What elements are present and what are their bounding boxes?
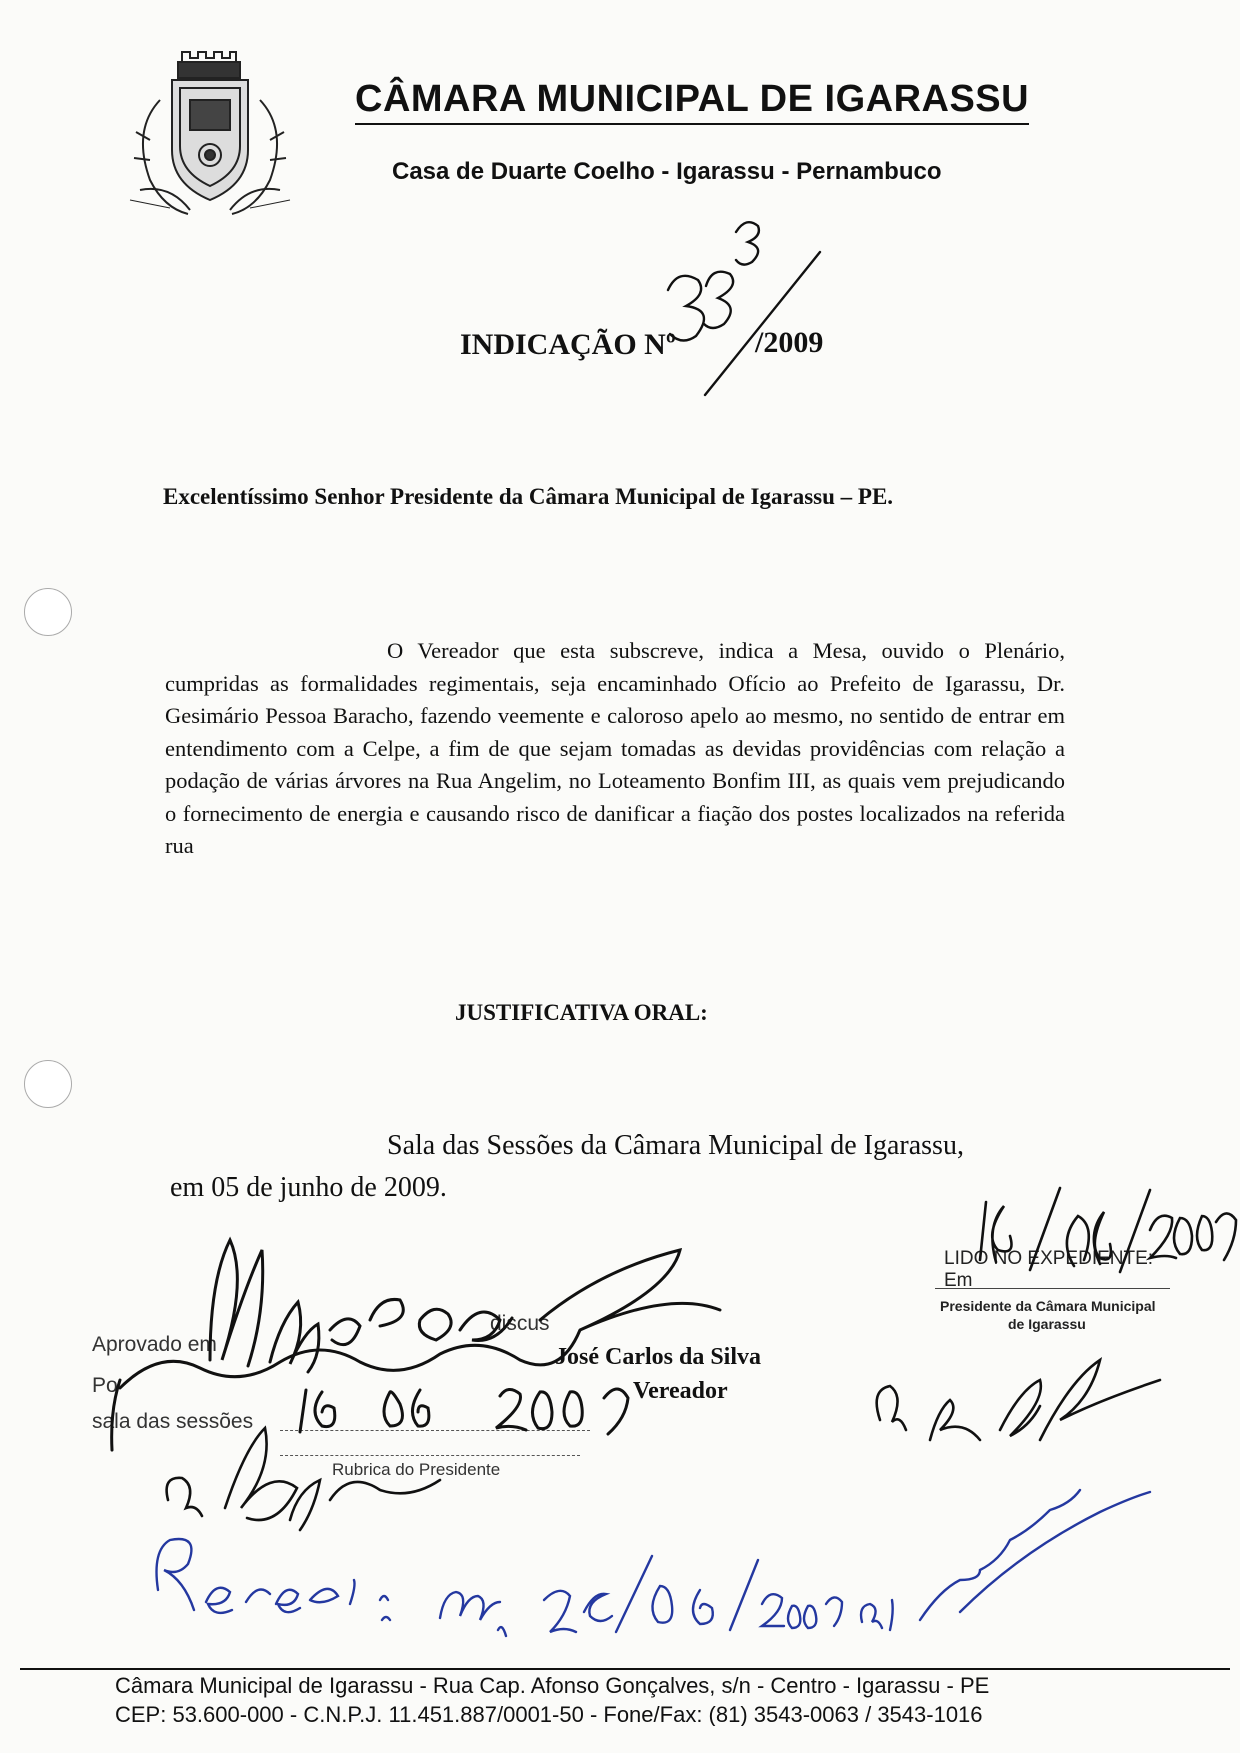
handwritten-stamp-date [300, 1389, 628, 1434]
footer-contact: CEP: 53.600-000 - C.N.P.J. 11.451.887/0001-50 - Fone/Fax: (81) 3543-0063 / 3543-1016 [115, 1702, 983, 1726]
signer-name: José Carlos da Silva [555, 1344, 762, 1370]
lido-em: Em [944, 1270, 973, 1291]
stamp-signature-caption: Rubrica do Presidente [332, 1460, 501, 1479]
justification-heading: JUSTIFICATIVA ORAL: [455, 1000, 708, 1025]
salutation: Excelentíssimo Senhor Presidente da Câmara Municipal de Igarassu – PE. [163, 484, 894, 509]
stamp-sessions-label: sala das sessões [92, 1410, 254, 1433]
signer-role: Vereador [633, 1378, 728, 1404]
punch-hole-lower [24, 1060, 72, 1108]
handwritten-lido-signature [877, 1360, 1160, 1440]
lido-title: LIDO NO EXPEDIENTE: [944, 1248, 1154, 1269]
lido-line [935, 1288, 1170, 1289]
page-title: CÂMARA MUNICIPAL DE IGARASSU [355, 78, 1029, 125]
handwritten-receipt [157, 1490, 1151, 1636]
stamp-discussion-label: discus [490, 1312, 550, 1335]
body-paragraph: O Vereador que esta subscreve, indica a Mesa, ouvido o Plenário, cumpridas as formalidades regimentais, seja encaminhado Ofício ao Prefeito de Igarassu, Dr. Gesimário Pessoa Baracho, fazendo veemente e caloroso apelo ao mesmo, no sentido de entrar em entendimento com a Celpe, a fim de que sejam tomadas as devidas providências com relação a podação de várias árvores na Rua Angelim, no Loteamento Bonfim III, as quais vem prejudicando o fornecimento de energia e causando risco de danificar a fiação dos postes localizados na referida rua [165, 638, 1065, 858]
lido-caption-1: Presidente da Câmara Municipal [940, 1298, 1156, 1314]
footer-rule [20, 1668, 1230, 1670]
stamp-approved-label: Aprovado em [92, 1333, 217, 1356]
lido-caption-2: de Igarassu [1008, 1316, 1086, 1332]
page-subtitle: Casa de Duarte Coelho - Igarassu - Pernambuco [392, 158, 942, 185]
indication-label: INDICAÇÃO Nº [460, 328, 676, 361]
indication-year: /2009 [755, 326, 824, 359]
punch-hole-upper [24, 588, 72, 636]
stamp-date-line [280, 1430, 590, 1431]
stamp-por-label: Po [92, 1374, 118, 1397]
closing-line-2: em 05 de junho de 2009. [170, 1172, 447, 1203]
stamp-signature-line [280, 1455, 580, 1456]
closing-line-1: Sala das Sessões da Câmara Municipal de Igarassu, [387, 1130, 964, 1161]
coat-of-arms-icon [120, 40, 300, 230]
footer-address: Câmara Municipal de Igarassu - Rua Cap. Afonso Gonçalves, s/n - Centro - Igarassu - PE [115, 1673, 990, 1698]
handwritten-indication-number [668, 222, 820, 395]
